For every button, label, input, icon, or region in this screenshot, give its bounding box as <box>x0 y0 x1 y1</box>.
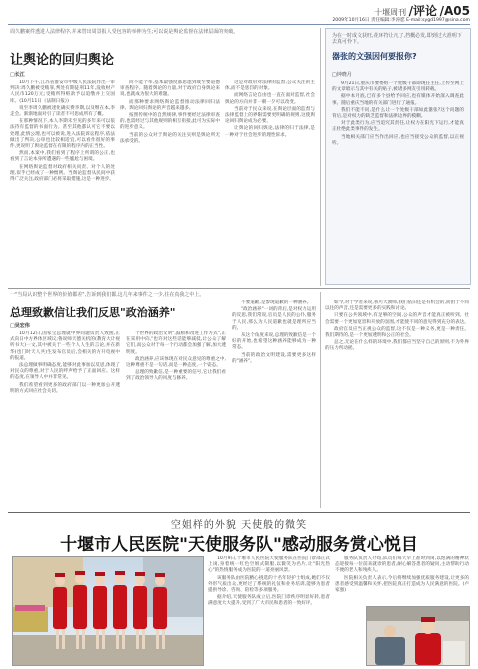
feature-body-col2 <box>335 556 469 604</box>
article2-col3 <box>232 300 316 508</box>
sidebar-intro: 为在一时成文获旺,花环符让凡了,挡概必发,即到过大准明下去真可怜下。 <box>332 33 462 46</box>
paragraph: 说至李周久鹏被逮化确实费李期,以及继在本,李走会。渐渐地面对引了读者不可思成所有了概。 <box>10 105 115 118</box>
issue-line: 2009年10月16日 责任编辑:李涛愿 E-mail:sygd1997@sina.com <box>332 18 470 23</box>
article1-col3 <box>225 80 315 280</box>
paragraph: 而那种要求网络舆论监督推动法律回归法律、舆论回归舆论的声音越来越多。 <box>120 99 220 111</box>
sidebar-body <box>332 81 464 279</box>
paragraph: 据中本月底,已有多个县给予回应,也有媒体开始深入调查此事。随后重庆当地的有关部门进行了通报。 <box>332 94 464 106</box>
paragraph: 总理的致歉信,是一种重要的信号,它让我们看到了政治领导人的风度与修养。 <box>126 370 226 382</box>
article1-title: 让舆论的回归舆论 <box>10 53 115 68</box>
sidebar-commentary <box>325 28 471 285</box>
feature-body-col1 <box>208 556 330 664</box>
sidebar2-body <box>325 300 469 508</box>
sidebar-author: □钟晓月 <box>332 72 352 78</box>
paper-name: 十堰周刊 <box>374 8 407 17</box>
feature-title: 十堰市人民医院"天使服务队"感动服务赏心悦目 <box>60 535 418 555</box>
section-name: /评论 <box>408 4 438 18</box>
nurses-group-photo <box>13 557 203 665</box>
article2-col1 <box>10 331 120 508</box>
feature-photo-right <box>366 606 470 666</box>
article2-deck: 一"当局认识整个世界的价值都差",告诉到我们都,这几年来事件之一少,往在真我之中上。 <box>10 292 205 298</box>
paragraph: 从这个角度来说,总理的致歉信是一个好的开始,也希望这种涵养能够成为一种常态。 <box>232 333 316 351</box>
paragraph: 医院相关负责人表示,今后将继续加强优质服务建设,让更多的患者感受到温馨和关怀,把医院真正打造成为人民满意的医院。(卢家强) <box>335 575 469 594</box>
nurse-service-photo <box>367 607 469 665</box>
paragraph: "政治涵养"一词的背后,是对权力运用的反思,我们常说,官员是人民的公仆,服务于人民,那么为人民道歉也就是理所应当的。 <box>232 307 316 331</box>
section-divider <box>8 288 470 289</box>
section-divider <box>8 512 470 513</box>
paragraph: 在那种情况下,本人李期未至见的多年来可以依法待有监督的书面行为。甚至其他都认可它不要以处理,此情公理,也可以被说,进入法院诉讼程序,依法做出了判决,公审也比较相适宜,可以看作很好的事件,更说明了舆论监督在有限的程序内的正当性。 <box>10 119 115 150</box>
paragraph: 政府官员应当正视公众的监督,这不仅是一种义务,更是一种责任。我们期待的,是一个更加透明和公正的社会。 <box>325 326 469 339</box>
article1-deck: 周久鹏案件透进人法律程序,并来替出周景报人受包容的举伸为生;可以说是舆论监督在法律层面的突破。 <box>10 29 239 35</box>
paragraph: 当前对于民众来说,在舆论层面的监督与法律监督上的界限需要更明确的规则,这使舆论回归舆论成为必要。 <box>225 106 315 125</box>
sidebar-title: 器张的文强因何要报你? <box>332 52 417 61</box>
article2-title: 总理致歉信让我们反思"政治涵养" <box>10 306 176 319</box>
paragraph: 只要在公共领域中,有足够的空间,公众的声音才能真正被听到。社会需要一个更加宽容和开放的氛围,才能使不同的意见得到充分的表达。 <box>325 313 469 325</box>
paragraph: 当前的政治文明建设,需要更多这样的"涵养"。 <box>232 352 316 364</box>
paragraph: 10月9日,十堰市人民医院天使服务队在医院门诊部正式上岗,身着统一红色空姐式制服,以微笑为名片,让"阳光热心"的热情服务成为医院的一道亮丽风景。 <box>208 556 330 574</box>
paragraph: 然而,本案中,我们看到了程序上所谓的公正,也看到了言论本身所遭遇的一些尴尬与困境。 <box>10 151 115 163</box>
paragraph: 这是对政府对法律的监督,公众关注的主体,而不是惩罚的对象。 <box>225 80 315 92</box>
column-divider <box>320 28 321 286</box>
page-number: /A05 <box>439 4 470 18</box>
article1-col1 <box>10 80 115 280</box>
paragraph: 服务队负责人介绍,队员们每天早上准时到岗,以饱满的精神状态迎接每一位前来就诊的患者,耐心解答患者的疑问,主动帮助行动不便的老人和残疾人。 <box>335 556 469 574</box>
paragraph: 总之,无论在什么样的环境中,我们都应当坚守自己的原则,不为外界的压力所动摇。 <box>325 340 469 352</box>
paragraph: 当前的公众对于舆论的关注实则是舆论所无法承受的。 <box>120 132 220 144</box>
paragraph: 当地相关部门应当作出回应,也应当接受公众的监督,以正视听。 <box>332 134 464 146</box>
article1-author: □长江 <box>10 72 25 78</box>
masthead-rule <box>8 24 470 25</box>
paragraph: 我们不能不问,是什么让一个处级干部如此嚣张?这个问题的背后,是对权力的缺乏监督和法律边界的模糊。 <box>332 107 464 120</box>
paragraph: 个世界的政治文明",鼓励和改进工作方式",正在采用中向,"也许对这些话能够减低,让公众了解它们,而公众对于每一个行动都会加强了解,加大透明度。 <box>126 331 226 355</box>
paragraph: 该服务队由医院精心挑选的十名年轻护士组成,她们不仅外形气质出众,更经过了系统的礼仪和业务培训,能够为患者提供导诊、咨询、陪检等多项服务。 <box>208 575 330 594</box>
paragraph: 我们希望看到更多的政府部门以一种更加公开透明的方式回应社会关切。 <box>10 382 120 394</box>
paragraph: 同不能个举,基本最强度都思虑到或至要道德审查程序。随着舆论的力量,对于政府自身舆论来说,也就成为很大的难题。 <box>120 80 220 98</box>
paragraph: 而网络言论自由也一直在面对监督,社会舆论的方向并非一朝一夕可以改变。 <box>225 93 315 105</box>
paragraph: 9月21日,重庆市要委组一个处级干部即现任主任,上传至网上的文章暗示与其中有关的贴子,被诸多网友引用转载。 <box>332 81 464 93</box>
paragraph: 如今,对于学者来说,我可大教师,我们依旧还是有机会的,而由于不同以往的声音,还是需要更多的实践和讨论。 <box>325 300 469 312</box>
article2-author: □吴宏伟 <box>10 323 30 329</box>
column-divider <box>320 292 321 508</box>
paragraph: 让舆论的回归舆论,法律的归于法律,是一种对于社会进步的理性诉求。 <box>225 126 315 138</box>
article2-col2 <box>126 331 226 508</box>
paragraph: 法总理做事明确态度,能够对此事加以反思,体现了对民众的尊重,对于人民的呼声给予了正面回应。这样的态度,在领导人中并非常见。 <box>10 363 120 381</box>
paragraph: 在网络舆论监督对政府相关问责、对个人的处理,似乎已经成了一种惯例。当舆论监督从民间中获得广泛关注,政府部门必将采取措施,这是一种进步。 <box>10 164 115 183</box>
paragraph: 10月12日,国家宝总理就中界问题负责人致函,正式向日中方界体区域议;鲁说师天德关机的(教育大计视听书大)一文,其中被关于一些个人人生的言论,并在新华(也门时天人共)生发布官员后,会相关的方开电视中的报道。 <box>10 331 120 361</box>
paragraph: 据介绍,天使服务队成立后,医院门诊秩序明显好转,患者满意度大大提升,受到了广大市民和患者的一致好评。 <box>208 595 330 607</box>
article1-col2 <box>120 80 220 280</box>
feature-kicker: 空姐样的外貌 天使般的微笑 <box>170 520 308 531</box>
paragraph: 不要道歉,是参现道歉的一种涵养。 <box>241 300 312 305</box>
paragraph: 按照传统中的自然规律,事件要经过法律审查的,也需经过与其他规则的相互衔接,此可为实际中的进步意义。 <box>120 113 220 131</box>
paragraph: 10月下午,江苏省淮安市中级人民法院作出一审判决:周久鹏被受贿罪,判处有期徒刑11年,没收财产人民币120万元;受贿所得赃款予以追缴并上交国库。(10月11日《法制日报》) <box>10 80 115 104</box>
paragraph: 对于此类行为,应当追究其责任,让权力在阳光下运行,才能真正杜绝此类事件的发生。 <box>332 121 464 133</box>
feature-photo-left <box>12 556 204 666</box>
paragraph: 政治涵养,应该体现在对民众意见的尊重之中,这种尊重不是一句话,而是一种态度,一个姿态。 <box>126 356 226 369</box>
